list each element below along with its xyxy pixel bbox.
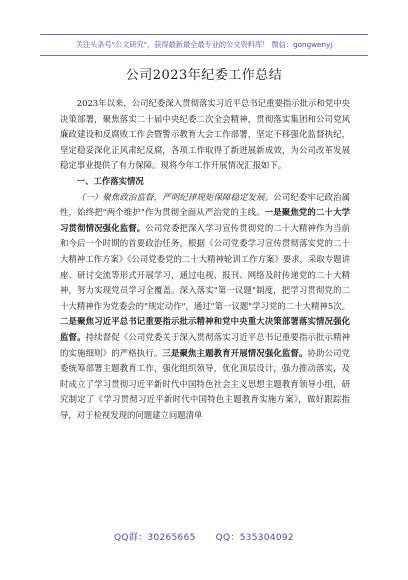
footer-contact	[0, 530, 408, 543]
paragraph-text: 持续督促《公司党委关于深入贯彻落实习近平总书记重要指示批示精神的实施细则》的严格执行。	[60, 331, 351, 358]
bold-point-2: 二是聚焦习近平总书记重要指示批示精神和党中央重大决策部署落实情况强化监督。	[60, 316, 350, 342]
paragraph-text: 公司党委把深入学习宣传贯彻党的二十大精神作为当前和今后一个时期的首要政治任务，根据《公司党委学习宣传贯彻落实党的二十大精神工作方案》《公司党委党的二十大精神轮训工作方案》要求，采取专题讲座、研讨交流等形式开展学习，通过电视、报刊、网络及时传递党的二十大精神，努力实现党员学习全覆盖。深入落实"第一议题"制度，把学习贯彻党的二十大精神作为党委会的"规定动作"，通过"第一议题"学习党的二十大精神5次。	[60, 222, 351, 311]
header-banner: 关注头条号"公文研究"，获得最新最全最专业的公文资料库！ 微信：gongwenyj	[40, 34, 368, 56]
section-paragraph	[60, 190, 350, 424]
paragraph-text: 协助公司党委统筹部署主题教育工作，强化组织领导，优化顶层设计，强力推动落实，及时成立了学习贯彻习近平新时代中国特色社会主义思想主题教育领导小组，研究制定了《学习贯彻习近平新时代中国特色主题教育实施方案》，做好跟踪指导，对于检视发现的问题建立问题清单	[60, 347, 351, 420]
subsection-lead: （一）聚焦政治监督，严明纪律规矩保障稳定发展。	[76, 191, 274, 202]
bold-point-1: 一是聚焦党的二十大学习贯彻情况强化监督。	[60, 207, 351, 233]
bold-point-3: 三是聚焦主题教育开展情况强化监督。	[162, 347, 308, 358]
paragraph-text: 公司纪委牢记政治属性，始终把"两个维护"作为贯彻全面从严治党的主线。	[60, 191, 350, 218]
document-body	[60, 96, 350, 423]
document-title: 公司2023年纪委工作总结	[125, 68, 283, 83]
qq-text: QQ：535304092	[215, 533, 294, 543]
section-heading: 一、工作落实情况	[76, 175, 144, 186]
qq-group-text: QQ群：30265665	[114, 533, 196, 543]
intro-paragraph: 2023年以来，公司纪委深入贯彻落实习近平总书记重要指示批示和党中央决策部署，聚焦落实二十届中央纪委二次全会精神，贯彻落实集团和公司党风廉政建设和反腐败工作会暨警示教育大会工作部署，坚定不移强化监督执纪，坚定稳妥深化正风肃纪反腐，各项工作取得了新进展新成效，为公司改革发展稳定事业提供了有力保障。现将今年工作开展情况汇报如下。	[60, 98, 350, 171]
